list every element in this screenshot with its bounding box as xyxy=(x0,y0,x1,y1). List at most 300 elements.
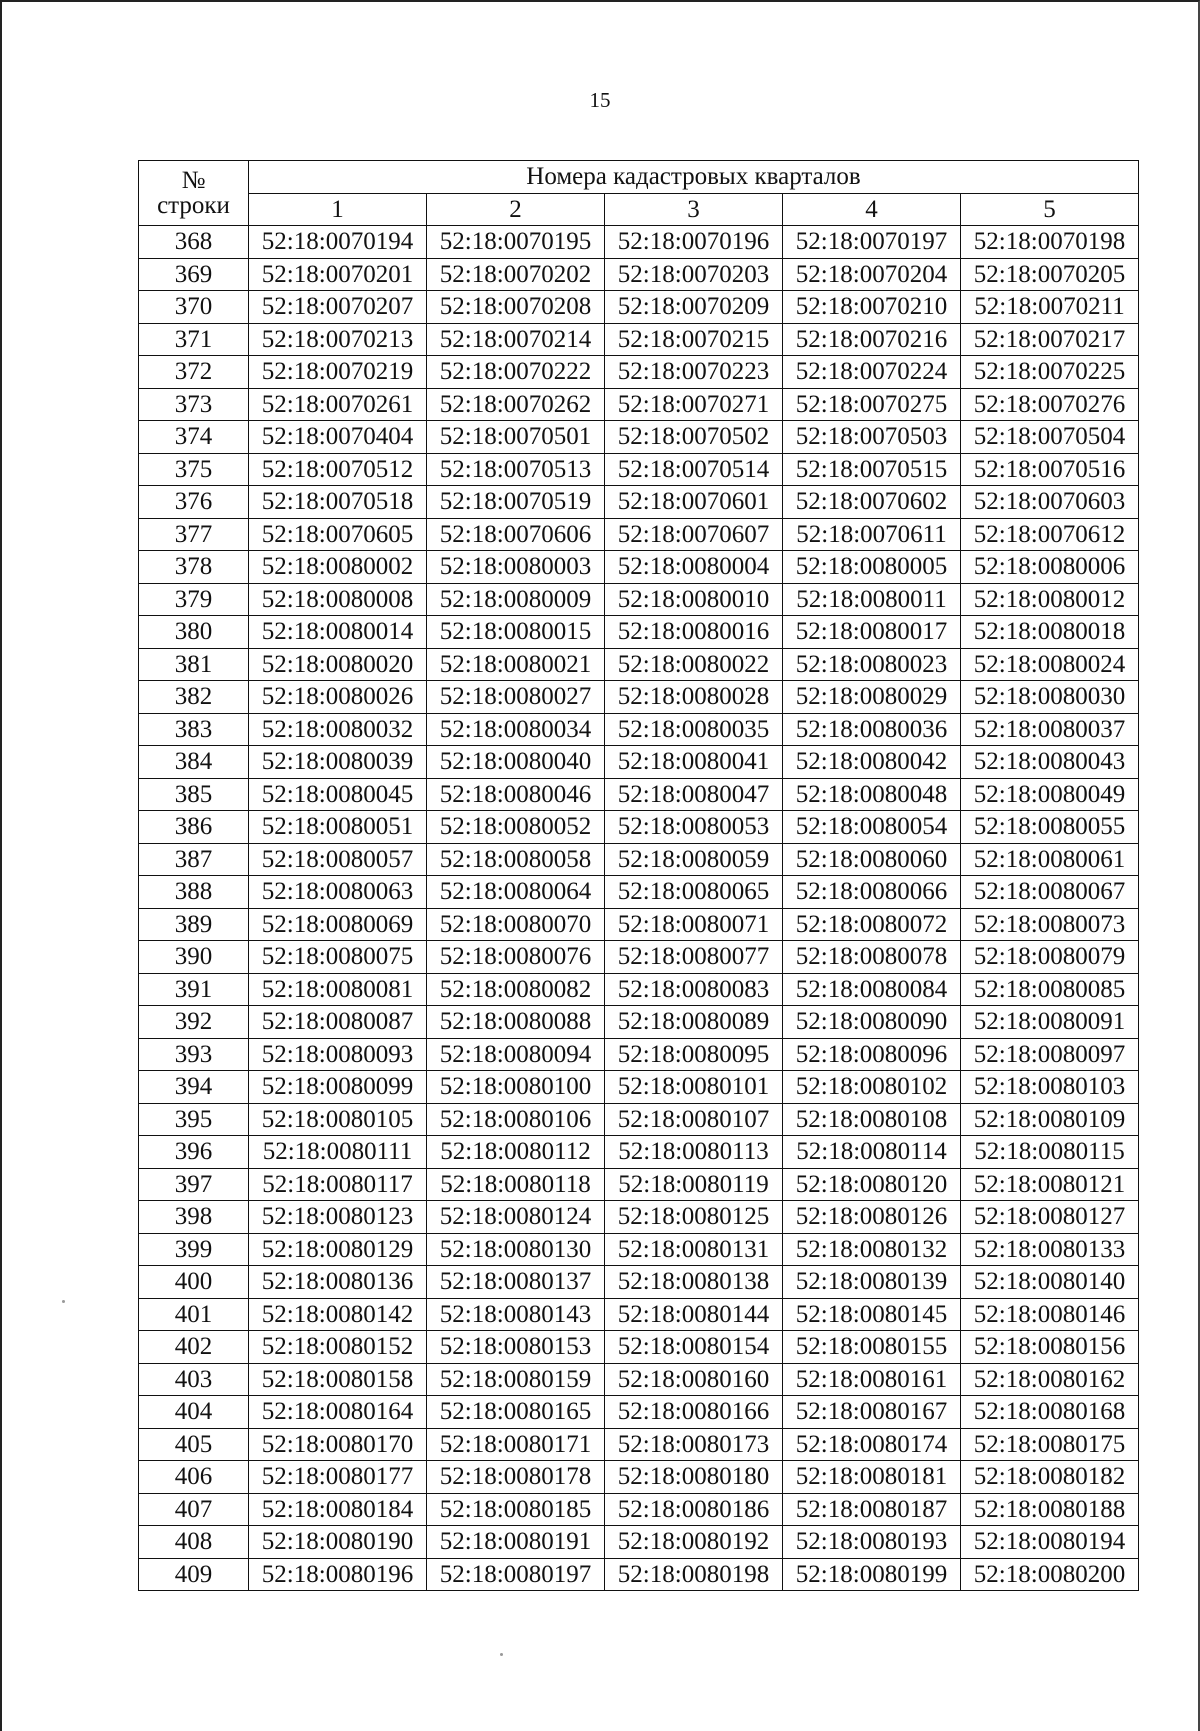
cadastral-number-cell: 52:18:0080182 xyxy=(961,1461,1139,1494)
table-row xyxy=(139,1038,1139,1071)
cadastral-number-cell: 52:18:0070222 xyxy=(427,356,605,389)
cadastral-number-cell: 52:18:0080174 xyxy=(783,1428,961,1461)
cadastral-number-cell: 52:18:0080105 xyxy=(249,1103,427,1136)
table-row xyxy=(139,648,1139,681)
cadastral-number-cell: 52:18:0080075 xyxy=(249,941,427,974)
row-number-cell: 398 xyxy=(139,1201,249,1234)
cadastral-number-cell: 52:18:0080055 xyxy=(961,811,1139,844)
row-number-cell: 389 xyxy=(139,908,249,941)
cadastral-number-cell: 52:18:0080005 xyxy=(783,551,961,584)
row-number-cell: 397 xyxy=(139,1168,249,1201)
cadastral-number-cell: 52:18:0080030 xyxy=(961,681,1139,714)
cadastral-number-cell: 52:18:0080064 xyxy=(427,876,605,909)
row-number-cell: 372 xyxy=(139,356,249,389)
cadastral-number-cell: 52:18:0080093 xyxy=(249,1038,427,1071)
cadastral-number-cell: 52:18:0070605 xyxy=(249,518,427,551)
cadastral-number-cell: 52:18:0080173 xyxy=(605,1428,783,1461)
cadastral-number-cell: 52:18:0080168 xyxy=(961,1396,1139,1429)
cadastral-number-cell: 52:18:0080115 xyxy=(961,1136,1139,1169)
row-number-cell: 384 xyxy=(139,746,249,779)
column-header-2: 2 xyxy=(427,193,605,226)
cadastral-number-cell: 52:18:0070201 xyxy=(249,258,427,291)
cadastral-number-cell: 52:18:0080021 xyxy=(427,648,605,681)
cadastral-number-cell: 52:18:0070503 xyxy=(783,421,961,454)
cadastral-number-cell: 52:18:0080059 xyxy=(605,843,783,876)
cadastral-number-cell: 52:18:0070262 xyxy=(427,388,605,421)
cadastral-number-cell: 52:18:0070612 xyxy=(961,518,1139,551)
cadastral-number-cell: 52:18:0070225 xyxy=(961,356,1139,389)
row-number-cell: 394 xyxy=(139,1071,249,1104)
cadastral-number-cell: 52:18:0070519 xyxy=(427,486,605,519)
cadastral-number-cell: 52:18:0080066 xyxy=(783,876,961,909)
cadastral-number-cell: 52:18:0070601 xyxy=(605,486,783,519)
cadastral-number-cell: 52:18:0080165 xyxy=(427,1396,605,1429)
cadastral-number-cell: 52:18:0080186 xyxy=(605,1493,783,1526)
cadastral-number-cell: 52:18:0080061 xyxy=(961,843,1139,876)
row-number-cell: 383 xyxy=(139,713,249,746)
cadastral-number-cell: 52:18:0080145 xyxy=(783,1298,961,1331)
cadastral-number-cell: 52:18:0080109 xyxy=(961,1103,1139,1136)
row-number-cell: 408 xyxy=(139,1526,249,1559)
cadastral-number-cell: 52:18:0080089 xyxy=(605,1006,783,1039)
cadastral-number-cell: 52:18:0080009 xyxy=(427,583,605,616)
cadastral-number-cell: 52:18:0080063 xyxy=(249,876,427,909)
table-row xyxy=(139,1461,1139,1494)
scan-speck xyxy=(62,1300,65,1303)
cadastral-number-cell: 52:18:0070219 xyxy=(249,356,427,389)
cadastral-number-cell: 52:18:0080112 xyxy=(427,1136,605,1169)
cadastral-number-cell: 52:18:0080002 xyxy=(249,551,427,584)
row-number-cell: 385 xyxy=(139,778,249,811)
table-row xyxy=(139,681,1139,714)
cadastral-number-cell: 52:18:0080052 xyxy=(427,811,605,844)
cadastral-number-cell: 52:18:0070223 xyxy=(605,356,783,389)
cadastral-number-cell: 52:18:0080129 xyxy=(249,1233,427,1266)
cadastral-number-cell: 52:18:0080137 xyxy=(427,1266,605,1299)
cadastral-number-cell: 52:18:0070514 xyxy=(605,453,783,486)
cadastral-number-cell: 52:18:0080136 xyxy=(249,1266,427,1299)
cadastral-number-cell: 52:18:0080123 xyxy=(249,1201,427,1234)
table-row xyxy=(139,713,1139,746)
cadastral-number-cell: 52:18:0070602 xyxy=(783,486,961,519)
column-header-4: 4 xyxy=(783,193,961,226)
row-number-cell: 409 xyxy=(139,1558,249,1591)
cadastral-number-cell: 52:18:0080146 xyxy=(961,1298,1139,1331)
cadastral-number-cell: 52:18:0080184 xyxy=(249,1493,427,1526)
cadastral-number-cell: 52:18:0080153 xyxy=(427,1331,605,1364)
cadastral-number-cell: 52:18:0080065 xyxy=(605,876,783,909)
row-number-cell: 371 xyxy=(139,323,249,356)
cadastral-number-cell: 52:18:0080099 xyxy=(249,1071,427,1104)
table-row xyxy=(139,388,1139,421)
table-row xyxy=(139,291,1139,324)
cadastral-number-cell: 52:18:0080160 xyxy=(605,1363,783,1396)
cadastral-number-cell: 52:18:0080041 xyxy=(605,746,783,779)
cadastral-number-cell: 52:18:0080138 xyxy=(605,1266,783,1299)
table-row xyxy=(139,1233,1139,1266)
cadastral-number-cell: 52:18:0080018 xyxy=(961,616,1139,649)
table-row xyxy=(139,583,1139,616)
cadastral-number-cell: 52:18:0080200 xyxy=(961,1558,1139,1591)
cadastral-number-cell: 52:18:0080194 xyxy=(961,1526,1139,1559)
cadastral-number-cell: 52:18:0080114 xyxy=(783,1136,961,1169)
table-row xyxy=(139,811,1139,844)
cadastral-number-cell: 52:18:0080071 xyxy=(605,908,783,941)
cadastral-number-cell: 52:18:0070215 xyxy=(605,323,783,356)
table-row xyxy=(139,421,1139,454)
cadastral-number-cell: 52:18:0070501 xyxy=(427,421,605,454)
cadastral-number-cell: 52:18:0080035 xyxy=(605,713,783,746)
cadastral-number-cell: 52:18:0080193 xyxy=(783,1526,961,1559)
cadastral-number-cell: 52:18:0070607 xyxy=(605,518,783,551)
cadastral-number-cell: 52:18:0080096 xyxy=(783,1038,961,1071)
row-number-cell: 368 xyxy=(139,226,249,259)
row-number-cell: 374 xyxy=(139,421,249,454)
cadastral-number-cell: 52:18:0080053 xyxy=(605,811,783,844)
cadastral-number-cell: 52:18:0080057 xyxy=(249,843,427,876)
cadastral-number-cell: 52:18:0080196 xyxy=(249,1558,427,1591)
cadastral-number-cell: 52:18:0080124 xyxy=(427,1201,605,1234)
cadastral-number-cell: 52:18:0080111 xyxy=(249,1136,427,1169)
cadastral-number-cell: 52:18:0080010 xyxy=(605,583,783,616)
cadastral-number-cell: 52:18:0080017 xyxy=(783,616,961,649)
cadastral-number-cell: 52:18:0070197 xyxy=(783,226,961,259)
row-number-cell: 375 xyxy=(139,453,249,486)
cadastral-number-cell: 52:18:0080159 xyxy=(427,1363,605,1396)
row-number-cell: 405 xyxy=(139,1428,249,1461)
table-row xyxy=(139,746,1139,779)
table-row xyxy=(139,1298,1139,1331)
page-number: 15 xyxy=(589,88,611,112)
cadastral-number-cell: 52:18:0080014 xyxy=(249,616,427,649)
row-number-cell: 373 xyxy=(139,388,249,421)
cadastral-number-cell: 52:18:0080012 xyxy=(961,583,1139,616)
cadastral-number-cell: 52:18:0080154 xyxy=(605,1331,783,1364)
table-row xyxy=(139,1071,1139,1104)
row-number-cell: 380 xyxy=(139,616,249,649)
cadastral-number-cell: 52:18:0080048 xyxy=(783,778,961,811)
cadastral-number-cell: 52:18:0080087 xyxy=(249,1006,427,1039)
cadastral-number-cell: 52:18:0070271 xyxy=(605,388,783,421)
cadastral-number-cell: 52:18:0070518 xyxy=(249,486,427,519)
cadastral-number-cell: 52:18:0080028 xyxy=(605,681,783,714)
table-row xyxy=(139,323,1139,356)
cadastral-number-cell: 52:18:0080107 xyxy=(605,1103,783,1136)
cadastral-number-cell: 52:18:0080192 xyxy=(605,1526,783,1559)
cadastral-number-cell: 52:18:0080185 xyxy=(427,1493,605,1526)
cadastral-number-cell: 52:18:0070214 xyxy=(427,323,605,356)
row-number-cell: 401 xyxy=(139,1298,249,1331)
cadastral-number-cell: 52:18:0080103 xyxy=(961,1071,1139,1104)
cadastral-number-cell: 52:18:0080198 xyxy=(605,1558,783,1591)
cadastral-number-cell: 52:18:0080008 xyxy=(249,583,427,616)
cadastral-number-cell: 52:18:0070208 xyxy=(427,291,605,324)
row-number-cell: 379 xyxy=(139,583,249,616)
cadastral-number-cell: 52:18:0070502 xyxy=(605,421,783,454)
cadastral-number-cell: 52:18:0080181 xyxy=(783,1461,961,1494)
cadastral-number-cell: 52:18:0070611 xyxy=(783,518,961,551)
table-header xyxy=(139,161,1139,226)
row-number-cell: 386 xyxy=(139,811,249,844)
cadastral-number-cell: 52:18:0080015 xyxy=(427,616,605,649)
cadastral-number-cell: 52:18:0070205 xyxy=(961,258,1139,291)
table-row xyxy=(139,1103,1139,1136)
cadastral-number-cell: 52:18:0080027 xyxy=(427,681,605,714)
cadastral-number-cell: 52:18:0080043 xyxy=(961,746,1139,779)
row-number-cell: 404 xyxy=(139,1396,249,1429)
row-number-cell: 395 xyxy=(139,1103,249,1136)
table-row xyxy=(139,551,1139,584)
cadastral-number-cell: 52:18:0080155 xyxy=(783,1331,961,1364)
row-number-cell: 391 xyxy=(139,973,249,1006)
cadastral-number-cell: 52:18:0080054 xyxy=(783,811,961,844)
cadastral-number-cell: 52:18:0080060 xyxy=(783,843,961,876)
cadastral-number-cell: 52:18:0080024 xyxy=(961,648,1139,681)
cadastral-number-cell: 52:18:0080067 xyxy=(961,876,1139,909)
cadastral-number-cell: 52:18:0080045 xyxy=(249,778,427,811)
cadastral-number-cell: 52:18:0080029 xyxy=(783,681,961,714)
table-row xyxy=(139,518,1139,551)
cadastral-number-cell: 52:18:0070207 xyxy=(249,291,427,324)
cadastral-number-cell: 52:18:0070203 xyxy=(605,258,783,291)
cadastral-number-cell: 52:18:0080004 xyxy=(605,551,783,584)
cadastral-number-cell: 52:18:0080006 xyxy=(961,551,1139,584)
table-row xyxy=(139,1136,1139,1169)
row-number-cell: 376 xyxy=(139,486,249,519)
table-row xyxy=(139,1201,1139,1234)
cadastral-number-cell: 52:18:0080100 xyxy=(427,1071,605,1104)
cadastral-number-cell: 52:18:0080084 xyxy=(783,973,961,1006)
row-number-header xyxy=(139,161,249,226)
cadastral-number-cell: 52:18:0080164 xyxy=(249,1396,427,1429)
table-row xyxy=(139,973,1139,1006)
table-row xyxy=(139,616,1139,649)
cadastral-number-cell: 52:18:0080094 xyxy=(427,1038,605,1071)
cadastral-number-cell: 52:18:0080117 xyxy=(249,1168,427,1201)
cadastral-number-cell: 52:18:0080047 xyxy=(605,778,783,811)
cadastral-number-cell: 52:18:0070513 xyxy=(427,453,605,486)
cadastral-number-cell: 52:18:0080078 xyxy=(783,941,961,974)
cadastral-number-cell: 52:18:0080126 xyxy=(783,1201,961,1234)
cadastral-number-cell: 52:18:0080097 xyxy=(961,1038,1139,1071)
cadastral-number-cell: 52:18:0070213 xyxy=(249,323,427,356)
cadastral-number-cell: 52:18:0080083 xyxy=(605,973,783,1006)
cadastral-number-cell: 52:18:0080077 xyxy=(605,941,783,974)
row-number-header-line2: строки xyxy=(157,192,230,219)
cadastral-number-cell: 52:18:0080051 xyxy=(249,811,427,844)
cadastral-number-cell: 52:18:0080026 xyxy=(249,681,427,714)
cadastral-number-cell: 52:18:0080023 xyxy=(783,648,961,681)
cadastral-number-cell: 52:18:0080139 xyxy=(783,1266,961,1299)
cadastral-number-cell: 52:18:0080191 xyxy=(427,1526,605,1559)
cadastral-number-cell: 52:18:0080133 xyxy=(961,1233,1139,1266)
table-row xyxy=(139,1558,1139,1591)
row-number-header-line1: № xyxy=(181,167,206,194)
cadastral-number-cell: 52:18:0080036 xyxy=(783,713,961,746)
cadastral-number-cell: 52:18:0080119 xyxy=(605,1168,783,1201)
cadastral-number-cell: 52:18:0080197 xyxy=(427,1558,605,1591)
cadastral-number-cell: 52:18:0080120 xyxy=(783,1168,961,1201)
cadastral-number-cell: 52:18:0080082 xyxy=(427,973,605,1006)
cadastral-number-cell: 52:18:0070202 xyxy=(427,258,605,291)
column-header-3: 3 xyxy=(605,193,783,226)
cadastral-number-cell: 52:18:0070211 xyxy=(961,291,1139,324)
table-row xyxy=(139,1493,1139,1526)
cadastral-number-cell: 52:18:0080079 xyxy=(961,941,1139,974)
cadastral-number-cell: 52:18:0080011 xyxy=(783,583,961,616)
row-number-cell: 406 xyxy=(139,1461,249,1494)
table-row xyxy=(139,1428,1139,1461)
cadastral-number-cell: 52:18:0080199 xyxy=(783,1558,961,1591)
cadastral-number-cell: 52:18:0080049 xyxy=(961,778,1139,811)
cadastral-number-cell: 52:18:0070195 xyxy=(427,226,605,259)
row-number-cell: 370 xyxy=(139,291,249,324)
cadastral-number-cell: 52:18:0080130 xyxy=(427,1233,605,1266)
cadastral-number-cell: 52:18:0080125 xyxy=(605,1201,783,1234)
cadastral-number-cell: 52:18:0080152 xyxy=(249,1331,427,1364)
cadastral-number-cell: 52:18:0080167 xyxy=(783,1396,961,1429)
cadastral-number-cell: 52:18:0080003 xyxy=(427,551,605,584)
row-number-cell: 396 xyxy=(139,1136,249,1169)
cadastral-number-cell: 52:18:0080170 xyxy=(249,1428,427,1461)
cadastral-number-cell: 52:18:0070606 xyxy=(427,518,605,551)
cadastral-number-cell: 52:18:0070276 xyxy=(961,388,1139,421)
cadastral-number-cell: 52:18:0080101 xyxy=(605,1071,783,1104)
cadastral-number-cell: 52:18:0080042 xyxy=(783,746,961,779)
table-row xyxy=(139,1396,1139,1429)
quarters-group-header: Номера кадастровых кварталов xyxy=(249,161,1139,194)
cadastral-number-cell: 52:18:0080085 xyxy=(961,973,1139,1006)
cadastral-number-cell: 52:18:0070209 xyxy=(605,291,783,324)
table-row xyxy=(139,226,1139,259)
cadastral-number-cell: 52:18:0070196 xyxy=(605,226,783,259)
row-number-cell: 378 xyxy=(139,551,249,584)
row-number-cell: 381 xyxy=(139,648,249,681)
table-row xyxy=(139,1331,1139,1364)
cadastral-number-cell: 52:18:0080076 xyxy=(427,941,605,974)
row-number-cell: 402 xyxy=(139,1331,249,1364)
cadastral-number-cell: 52:18:0080095 xyxy=(605,1038,783,1071)
row-number-cell: 388 xyxy=(139,876,249,909)
cadastral-number-cell: 52:18:0080039 xyxy=(249,746,427,779)
cadastral-number-cell: 52:18:0080106 xyxy=(427,1103,605,1136)
table-row xyxy=(139,1266,1139,1299)
cadastral-number-cell: 52:18:0080171 xyxy=(427,1428,605,1461)
cadastral-number-cell: 52:18:0080073 xyxy=(961,908,1139,941)
cadastral-number-cell: 52:18:0070198 xyxy=(961,226,1139,259)
cadastral-number-cell: 52:18:0080081 xyxy=(249,973,427,1006)
row-number-cell: 400 xyxy=(139,1266,249,1299)
table-row xyxy=(139,453,1139,486)
cadastral-number-cell: 52:18:0080175 xyxy=(961,1428,1139,1461)
cadastral-number-cell: 52:18:0070404 xyxy=(249,421,427,454)
cadastral-number-cell: 52:18:0080187 xyxy=(783,1493,961,1526)
cadastral-number-cell: 52:18:0070603 xyxy=(961,486,1139,519)
cadastral-number-cell: 52:18:0080161 xyxy=(783,1363,961,1396)
cadastral-number-cell: 52:18:0080032 xyxy=(249,713,427,746)
table-row xyxy=(139,1006,1139,1039)
cadastral-number-cell: 52:18:0080037 xyxy=(961,713,1139,746)
cadastral-number-cell: 52:18:0070515 xyxy=(783,453,961,486)
row-number-cell: 382 xyxy=(139,681,249,714)
cadastral-number-cell: 52:18:0080166 xyxy=(605,1396,783,1429)
cadastral-number-cell: 52:18:0080143 xyxy=(427,1298,605,1331)
table-row xyxy=(139,843,1139,876)
row-number-cell: 369 xyxy=(139,258,249,291)
cadastral-number-cell: 52:18:0070216 xyxy=(783,323,961,356)
cadastral-number-cell: 52:18:0070217 xyxy=(961,323,1139,356)
table-row xyxy=(139,778,1139,811)
cadastral-number-cell: 52:18:0080016 xyxy=(605,616,783,649)
cadastral-number-cell: 52:18:0080132 xyxy=(783,1233,961,1266)
column-header-1: 1 xyxy=(249,193,427,226)
cadastral-number-cell: 52:18:0070204 xyxy=(783,258,961,291)
table-row xyxy=(139,258,1139,291)
cadastral-number-cell: 52:18:0070261 xyxy=(249,388,427,421)
table-row xyxy=(139,876,1139,909)
row-number-cell: 407 xyxy=(139,1493,249,1526)
scan-speck xyxy=(500,1653,503,1656)
row-number-cell: 390 xyxy=(139,941,249,974)
cadastral-number-cell: 52:18:0070224 xyxy=(783,356,961,389)
cadastral-quarters-table xyxy=(138,160,1139,1591)
row-number-cell: 393 xyxy=(139,1038,249,1071)
cadastral-number-cell: 52:18:0070512 xyxy=(249,453,427,486)
cadastral-number-cell: 52:18:0080121 xyxy=(961,1168,1139,1201)
cadastral-number-cell: 52:18:0080091 xyxy=(961,1006,1139,1039)
cadastral-number-cell: 52:18:0080072 xyxy=(783,908,961,941)
cadastral-number-cell: 52:18:0080058 xyxy=(427,843,605,876)
cadastral-number-cell: 52:18:0080046 xyxy=(427,778,605,811)
table-body xyxy=(139,226,1139,1591)
table-row xyxy=(139,1168,1139,1201)
table-row xyxy=(139,1363,1139,1396)
cadastral-number-cell: 52:18:0070275 xyxy=(783,388,961,421)
cadastral-number-cell: 52:18:0080070 xyxy=(427,908,605,941)
row-number-cell: 387 xyxy=(139,843,249,876)
cadastral-number-cell: 52:18:0080190 xyxy=(249,1526,427,1559)
cadastral-number-cell: 52:18:0080022 xyxy=(605,648,783,681)
cadastral-number-cell: 52:18:0080113 xyxy=(605,1136,783,1169)
table-row xyxy=(139,941,1139,974)
cadastral-number-cell: 52:18:0080177 xyxy=(249,1461,427,1494)
cadastral-number-cell: 52:18:0080158 xyxy=(249,1363,427,1396)
cadastral-number-cell: 52:18:0070194 xyxy=(249,226,427,259)
cadastral-number-cell: 52:18:0080131 xyxy=(605,1233,783,1266)
cadastral-number-cell: 52:18:0080102 xyxy=(783,1071,961,1104)
cadastral-number-cell: 52:18:0080040 xyxy=(427,746,605,779)
cadastral-number-cell: 52:18:0080142 xyxy=(249,1298,427,1331)
cadastral-number-cell: 52:18:0080090 xyxy=(783,1006,961,1039)
cadastral-number-cell: 52:18:0080108 xyxy=(783,1103,961,1136)
cadastral-number-cell: 52:18:0080140 xyxy=(961,1266,1139,1299)
table-row xyxy=(139,356,1139,389)
column-header-5: 5 xyxy=(961,193,1139,226)
table-row xyxy=(139,1526,1139,1559)
cadastral-number-cell: 52:18:0080188 xyxy=(961,1493,1139,1526)
table-row xyxy=(139,486,1139,519)
cadastral-number-cell: 52:18:0080088 xyxy=(427,1006,605,1039)
row-number-cell: 392 xyxy=(139,1006,249,1039)
cadastral-number-cell: 52:18:0080180 xyxy=(605,1461,783,1494)
cadastral-number-cell: 52:18:0070516 xyxy=(961,453,1139,486)
cadastral-number-cell: 52:18:0080034 xyxy=(427,713,605,746)
cadastral-number-cell: 52:18:0070210 xyxy=(783,291,961,324)
cadastral-number-cell: 52:18:0080162 xyxy=(961,1363,1139,1396)
cadastral-number-cell: 52:18:0080020 xyxy=(249,648,427,681)
cadastral-number-cell: 52:18:0080127 xyxy=(961,1201,1139,1234)
row-number-cell: 399 xyxy=(139,1233,249,1266)
